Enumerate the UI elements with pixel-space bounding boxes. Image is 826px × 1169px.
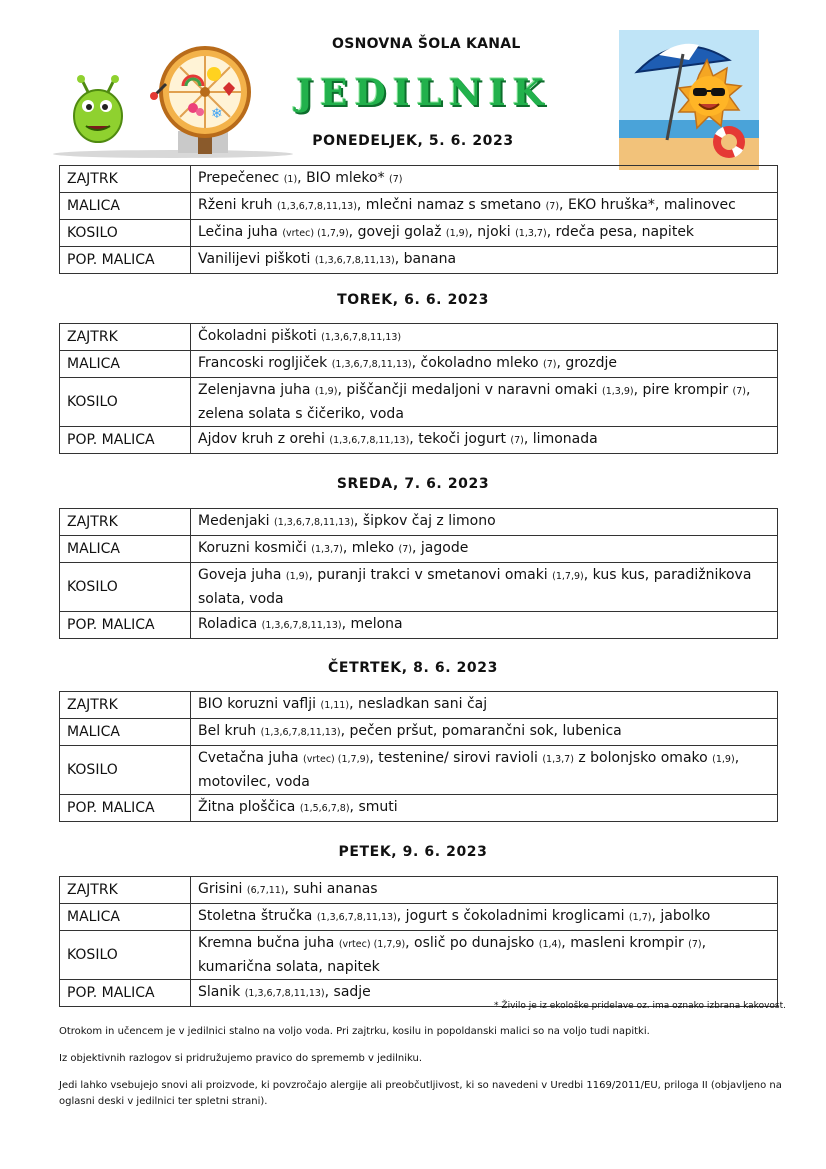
meal-row [60,692,778,719]
dish-text: Slanik [198,984,245,1000]
allergen-codes: (1,3,6,7,8,11,13) [261,620,342,631]
dish-text: , puranji trakci v smetanovi omaki [308,567,553,583]
meal-name: POP. MALICA [60,980,191,1007]
dish-text: z bolonjsko omako [573,750,713,766]
meal-table [59,323,778,454]
dish-text: Francoski rogljiček [198,355,332,371]
meal-row [60,795,778,822]
dish-text: , mlečni namaz s smetano [356,197,546,213]
allergen-codes: (1,3,6,7,8,11,13) [244,988,325,999]
dish-text: , smuti [349,799,398,815]
meal-dishes [191,509,778,536]
meal-row [60,746,778,795]
dish-text: Ajdov kruh z orehi [198,431,330,447]
allergen-codes: (1,5,6,7,8) [299,803,350,814]
dish-text: Žitna ploščica [198,799,300,815]
dish-text: , kus kus, paradižnikova solata, voda [198,567,752,607]
meal-name: ZAJTRK [60,509,191,536]
meal-row [60,536,778,563]
meal-dishes [191,166,778,193]
dish-text: , masleni krompir [561,935,689,951]
meal-dishes [191,220,778,247]
dish-text: , oslič po dunajsko [405,935,539,951]
dish-text: , mleko [342,540,399,556]
dish-text: , EKO hruška*, malinovec [559,197,736,213]
allergen-codes: (7) [545,201,560,212]
meal-dishes [191,351,778,378]
sun-beach-illustration [619,30,759,170]
allergen-codes: (1,3,7) [542,754,574,765]
dish-text: Cvetačna juha [198,750,304,766]
meal-dishes [191,378,778,427]
dish-text: , šipkov čaj z limono [353,513,496,529]
meal-name: MALICA [60,904,191,931]
dish-text: , pire krompir [633,382,733,398]
dish-text: Rženi kruh [198,197,277,213]
allergen-codes: (1,7) [628,912,652,923]
dish-text: BIO koruzni vaflji [198,696,321,712]
day-title: PETEK, 9. 6. 2023 [338,844,488,860]
meal-row [60,220,778,247]
dish-text: , jogurt s čokoladnimi kroglicami [396,908,629,924]
dish-text: , grozdje [556,355,617,371]
meal-name: POP. MALICA [60,247,191,274]
allergen-codes: (1,9) [314,386,338,397]
meal-name: POP. MALICA [60,427,191,454]
page-title: JEDILNIK [296,72,551,114]
meal-name: ZAJTRK [60,877,191,904]
allergen-codes: (1) [283,174,298,185]
allergen-codes: (7) [688,939,702,950]
meal-name: ZAJTRK [60,324,191,351]
meal-dishes [191,427,778,454]
allergen-codes: (7) [732,386,747,397]
allergen-codes: (1,7,9) [552,571,584,582]
meal-dishes [191,877,778,904]
meal-name: MALICA [60,193,191,220]
meal-name: KOSILO [60,563,191,612]
meal-dishes [191,746,778,795]
meal-dishes [191,719,778,746]
allergen-codes: (1,3,6,7,8,11,13) [331,359,412,370]
dish-text: , rdeča pesa, napitek [546,224,695,240]
meal-row [60,931,778,980]
note-allergens: Jedi lahko vsebujejo snovi ali proizvode, ki povzročajo alergije ali preobčutljivost, ki so navedeni v Uredbi 1169/2011/EU, priloga II (objavljeno na oglasni deski v jedilnici ter spletni strani). [59,1080,782,1107]
meal-name: POP. MALICA [60,612,191,639]
meal-name: MALICA [60,719,191,746]
dish-text: Lečina juha [198,224,283,240]
meal-dishes [191,247,778,274]
allergen-codes: (1,11) [320,700,350,711]
dish-text: Čokoladni piškoti [198,328,322,344]
dish-text: , motovilec, voda [198,750,740,790]
dish-text: , testenine/ sirovi ravioli [369,750,543,766]
dish-text: Koruzni kosmiči [198,540,312,556]
meal-row [60,427,778,454]
dish-text: Medenjaki [198,513,274,529]
dish-text: Zelenjavna juha [198,382,315,398]
svg-text:❄: ❄ [211,106,223,122]
meal-row [60,612,778,639]
allergen-codes: (1,3,7) [311,544,343,555]
meal-name: MALICA [60,351,191,378]
meal-dishes [191,563,778,612]
meal-dishes [191,193,778,220]
dish-text: , nesladkan sani čaj [349,696,488,712]
dish-text: Roladica [198,616,262,632]
allergen-codes: (1,3,6,7,8,11,13) [314,255,395,266]
dish-text: Kremna bučna juha [198,935,339,951]
organic-footnote: * Živilo je iz ekološke pridelave oz. ima oznako izbrana kakovost. [494,1001,786,1011]
allergen-codes: (1,3,6,7,8,11,13) [276,201,357,212]
dish-text: , jabolko [651,908,711,924]
meal-name: KOSILO [60,378,191,427]
dish-text: Vanilijevi piškoti [198,251,315,267]
allergen-codes: (1,3,6,7,8,11,13) [260,727,341,738]
dish-text: , kumarična solata, napitek [198,935,707,975]
allergen-codes: (1,9) [445,228,469,239]
allergen-codes: (7) [389,174,403,185]
meal-row [60,351,778,378]
meal-dishes [191,904,778,931]
dish-text: , melona [341,616,403,632]
meal-row [60,509,778,536]
allergen-codes: (7) [510,435,524,446]
meal-row [60,166,778,193]
dish-text: Bel kruh [198,723,261,739]
meal-row [60,563,778,612]
dish-text: , jagode [412,540,469,556]
meal-dishes [191,324,778,351]
meal-row [60,193,778,220]
meal-row [60,324,778,351]
allergen-codes: (1,9) [712,754,735,765]
allergen-codes: (7) [542,359,557,370]
meal-table [59,165,778,274]
allergen-codes: (vrtec) (1,7,9) [303,754,370,765]
dish-text: Grisini [198,881,247,897]
meal-name: POP. MALICA [60,795,191,822]
day-title: TOREK, 6. 6. 2023 [337,292,489,308]
dish-text: , čokoladno mleko [411,355,543,371]
dish-text: , limonada [523,431,598,447]
school-name: OSNOVNA ŠOLA KANAL [332,36,521,52]
allergen-codes: (1,9) [285,571,309,582]
allergen-codes: (1,3,6,7,8,11,13) [321,332,402,343]
meal-name: MALICA [60,536,191,563]
meal-table [59,508,778,639]
allergen-codes: (1,3,6,7,8,11,13) [329,435,410,446]
dish-text: , goveji golaž [348,224,446,240]
dish-text: , piščančji medaljoni v naravni omaki [337,382,603,398]
meal-dishes [191,612,778,639]
dish-text: , pečen pršut, pomarančni sok, lubenica [340,723,622,739]
day-title: ČETRTEK, 8. 6. 2023 [328,660,498,676]
meal-name: KOSILO [60,931,191,980]
dish-text: Stoletna štručka [198,908,317,924]
dish-text: , njoki [468,224,516,240]
meal-name: ZAJTRK [60,692,191,719]
allergen-codes: (1,3,9) [602,386,634,397]
meal-row [60,904,778,931]
meal-dishes [191,931,778,980]
meal-table [59,876,778,1007]
meal-table [59,691,778,822]
dish-text: , tekoči jogurt [409,431,511,447]
dish-text: , suhi ananas [284,881,378,897]
dish-text: , zelena solata s čičeriko, voda [198,382,751,422]
allergen-codes: (1,4) [538,939,562,950]
dish-text: Prepečenec [198,170,284,186]
note-water: Otrokom in učencem je v jedilnici stalno na voljo voda. Pri zajtrku, kosilu in popoldanski malici so na voljo tudi napitki. [59,1026,650,1037]
allergen-codes: (vrtec) (1,7,9) [282,228,349,239]
allergen-codes: (1,3,6,7,8,11,13) [273,517,354,528]
meal-dishes [191,795,778,822]
meal-row [60,719,778,746]
dish-text: , sadje [324,984,371,1000]
dish-text: , banana [394,251,457,267]
meal-row [60,378,778,427]
note-changes: Iz objektivnih razlogov si pridružujemo pravico do sprememb v jedilniku. [59,1053,423,1064]
meal-dishes [191,536,778,563]
day-title: PONEDELJEK, 5. 6. 2023 [312,133,514,149]
meal-row [60,877,778,904]
allergen-codes: (vrtec) (1,7,9) [338,939,406,950]
day-title: SREDA, 7. 6. 2023 [336,476,490,492]
meal-dishes [191,692,778,719]
green-character-icon [74,75,122,142]
meal-row [60,247,778,274]
meal-name: KOSILO [60,746,191,795]
dish-text: , BIO mleko* [297,170,390,186]
meal-name: KOSILO [60,220,191,247]
meal-name: ZAJTRK [60,166,191,193]
allergen-codes: (6,7,11) [246,885,285,896]
allergen-codes: (1,3,7) [515,228,547,239]
allergen-codes: (7) [398,544,413,555]
dish-text: Goveja juha [198,567,286,583]
allergen-codes: (1,3,6,7,8,11,13) [316,912,397,923]
